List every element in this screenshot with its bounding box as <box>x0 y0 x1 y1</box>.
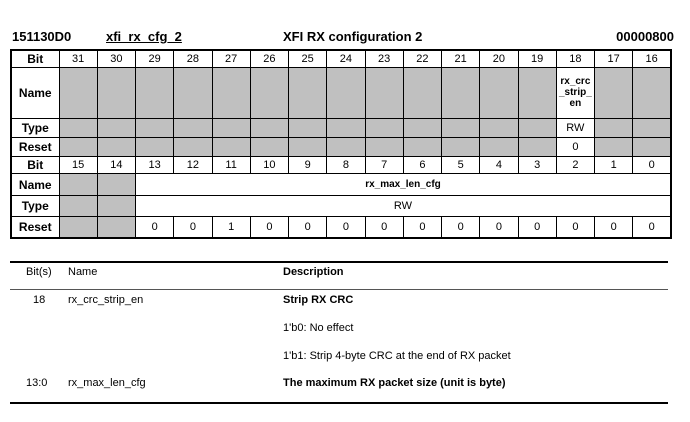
bit-number: 0 <box>633 157 671 174</box>
field-name-rx-max-len-cfg: rx_max_len_cfg <box>136 174 672 195</box>
reset-label: Reset <box>11 217 59 238</box>
bit-number: 3 <box>518 157 556 174</box>
reserved-cell <box>59 67 97 118</box>
bit-number: 15 <box>59 157 97 174</box>
reserved-cell <box>365 138 403 157</box>
bit-label: Bit <box>11 50 59 67</box>
reserved-cell <box>97 195 135 216</box>
reserved-cell <box>174 67 212 118</box>
reset-value: 0 <box>289 217 327 238</box>
reserved-cell <box>289 67 327 118</box>
reset-value: 0 <box>365 217 403 238</box>
bit-number: 22 <box>403 50 441 67</box>
reserved-cell <box>250 138 288 157</box>
reserved-cell <box>250 67 288 118</box>
bit-number: 31 <box>59 50 97 67</box>
bit-number: 24 <box>327 50 365 67</box>
bit-number: 17 <box>595 50 633 67</box>
reset-value: 0 <box>633 217 671 238</box>
desc-col-name-header: Name <box>68 266 98 278</box>
name-label: Name <box>11 67 59 118</box>
reserved-cell <box>327 67 365 118</box>
bit-number: 2 <box>556 157 594 174</box>
lower-bit-row <box>11 157 671 174</box>
lower-reset-row <box>11 217 671 238</box>
reserved-cell <box>59 195 97 216</box>
reserved-cell <box>365 67 403 118</box>
bit-number: 25 <box>289 50 327 67</box>
bit-number: 9 <box>289 157 327 174</box>
upper-name-row <box>11 67 671 118</box>
reserved-cell <box>633 118 671 137</box>
reserved-cell <box>174 118 212 137</box>
description-bottom-rule <box>10 402 668 404</box>
reserved-cell <box>212 118 250 137</box>
bit-number: 16 <box>633 50 671 67</box>
reserved-cell <box>136 67 174 118</box>
reserved-cell <box>365 118 403 137</box>
register-title: XFI RX configuration 2 <box>283 29 423 44</box>
upper-reset-row <box>11 138 671 157</box>
bit-label: Bit <box>11 157 59 174</box>
bit-number: 21 <box>442 50 480 67</box>
reserved-cell <box>595 138 633 157</box>
bit-number: 8 <box>327 157 365 174</box>
desc-row-name: rx_crc_strip_en <box>68 294 144 306</box>
description-header-rule <box>10 289 668 290</box>
reset-value: 0 <box>403 217 441 238</box>
reserved-cell <box>403 138 441 157</box>
reserved-cell <box>518 118 556 137</box>
type-label: Type <box>11 195 59 216</box>
bit-number: 6 <box>403 157 441 174</box>
reserved-cell <box>327 138 365 157</box>
reset-value: 0 <box>556 217 594 238</box>
reserved-cell <box>59 138 97 157</box>
reserved-cell <box>59 118 97 137</box>
register-header <box>10 29 674 47</box>
reserved-cell <box>136 118 174 137</box>
bit-number: 7 <box>365 157 403 174</box>
reserved-cell <box>97 118 135 137</box>
desc-row-name: rx_max_len_cfg <box>68 377 146 389</box>
desc-row-bits: 18 <box>33 294 46 306</box>
reserved-cell <box>442 67 480 118</box>
reset-value: 0 <box>136 217 174 238</box>
register-name: xfi_rx_cfg_2 <box>106 29 182 44</box>
reserved-cell <box>250 118 288 137</box>
reserved-cell <box>59 217 97 238</box>
reserved-cell <box>480 118 518 137</box>
desc-col-description-header: Description <box>283 266 344 278</box>
reset-value: 0 <box>518 217 556 238</box>
desc-row-line: 1'b1: Strip 4-byte CRC at the end of RX packet <box>283 350 511 362</box>
upper-bit-row <box>11 50 671 67</box>
bit-number: 18 <box>556 50 594 67</box>
bit-number: 23 <box>365 50 403 67</box>
reserved-cell <box>442 138 480 157</box>
lower-type-row <box>11 195 671 216</box>
bit-number: 13 <box>136 157 174 174</box>
bit-number: 1 <box>595 157 633 174</box>
desc-col-bits-header: Bit(s) <box>26 266 52 278</box>
reserved-cell <box>212 67 250 118</box>
type-label: Type <box>11 118 59 137</box>
reset-value: 0 <box>250 217 288 238</box>
reset-label: Reset <box>11 138 59 157</box>
reset-value: 1 <box>212 217 250 238</box>
register-default-value: 00000800 <box>616 29 674 44</box>
bit-number: 26 <box>250 50 288 67</box>
reserved-cell <box>518 138 556 157</box>
field-type-rx-crc-strip-en: RW <box>556 118 594 137</box>
bit-number: 14 <box>97 157 135 174</box>
reserved-cell <box>97 217 135 238</box>
bit-number: 5 <box>442 157 480 174</box>
reset-value: 0 <box>327 217 365 238</box>
bit-number: 19 <box>518 50 556 67</box>
reserved-cell <box>480 67 518 118</box>
bit-number: 10 <box>250 157 288 174</box>
lower-name-row <box>11 174 671 195</box>
reserved-cell <box>327 118 365 137</box>
reserved-cell <box>403 118 441 137</box>
upper-type-row <box>11 118 671 137</box>
desc-row-title: Strip RX CRC <box>283 294 354 306</box>
reserved-cell <box>633 67 671 118</box>
reserved-cell <box>595 67 633 118</box>
field-name-rx-crc-strip-en: rx_crc_strip_en <box>556 67 594 118</box>
reserved-cell <box>595 118 633 137</box>
name-label: Name <box>11 174 59 195</box>
bit-number: 27 <box>212 50 250 67</box>
reserved-cell <box>174 138 212 157</box>
bit-number: 12 <box>174 157 212 174</box>
reserved-cell <box>442 118 480 137</box>
reserved-cell <box>289 138 327 157</box>
reserved-cell <box>633 138 671 157</box>
desc-row-title: The maximum RX packet size (unit is byte) <box>283 377 506 389</box>
bit-number: 29 <box>136 50 174 67</box>
reset-value: 0 <box>174 217 212 238</box>
field-reset-rx-crc-strip-en: 0 <box>556 138 594 157</box>
reserved-cell <box>480 138 518 157</box>
bit-number: 4 <box>480 157 518 174</box>
reserved-cell <box>97 138 135 157</box>
bit-number: 30 <box>97 50 135 67</box>
field-type-rx-max-len-cfg: RW <box>136 195 672 216</box>
reserved-cell <box>97 174 135 195</box>
reserved-cell <box>59 174 97 195</box>
bit-number: 28 <box>174 50 212 67</box>
desc-row-bits: 13:0 <box>26 377 48 389</box>
register-address: 151130D0 <box>12 29 72 44</box>
reserved-cell <box>97 67 135 118</box>
reserved-cell <box>518 67 556 118</box>
reserved-cell <box>136 138 174 157</box>
description-top-rule <box>10 261 668 263</box>
reserved-cell <box>212 138 250 157</box>
desc-row-line: 1'b0: No effect <box>283 322 354 334</box>
reset-value: 0 <box>480 217 518 238</box>
reserved-cell <box>403 67 441 118</box>
reset-value: 0 <box>595 217 633 238</box>
register-bit-table <box>10 49 672 239</box>
reset-value: 0 <box>442 217 480 238</box>
bit-number: 20 <box>480 50 518 67</box>
bit-number: 11 <box>212 157 250 174</box>
reserved-cell <box>289 118 327 137</box>
